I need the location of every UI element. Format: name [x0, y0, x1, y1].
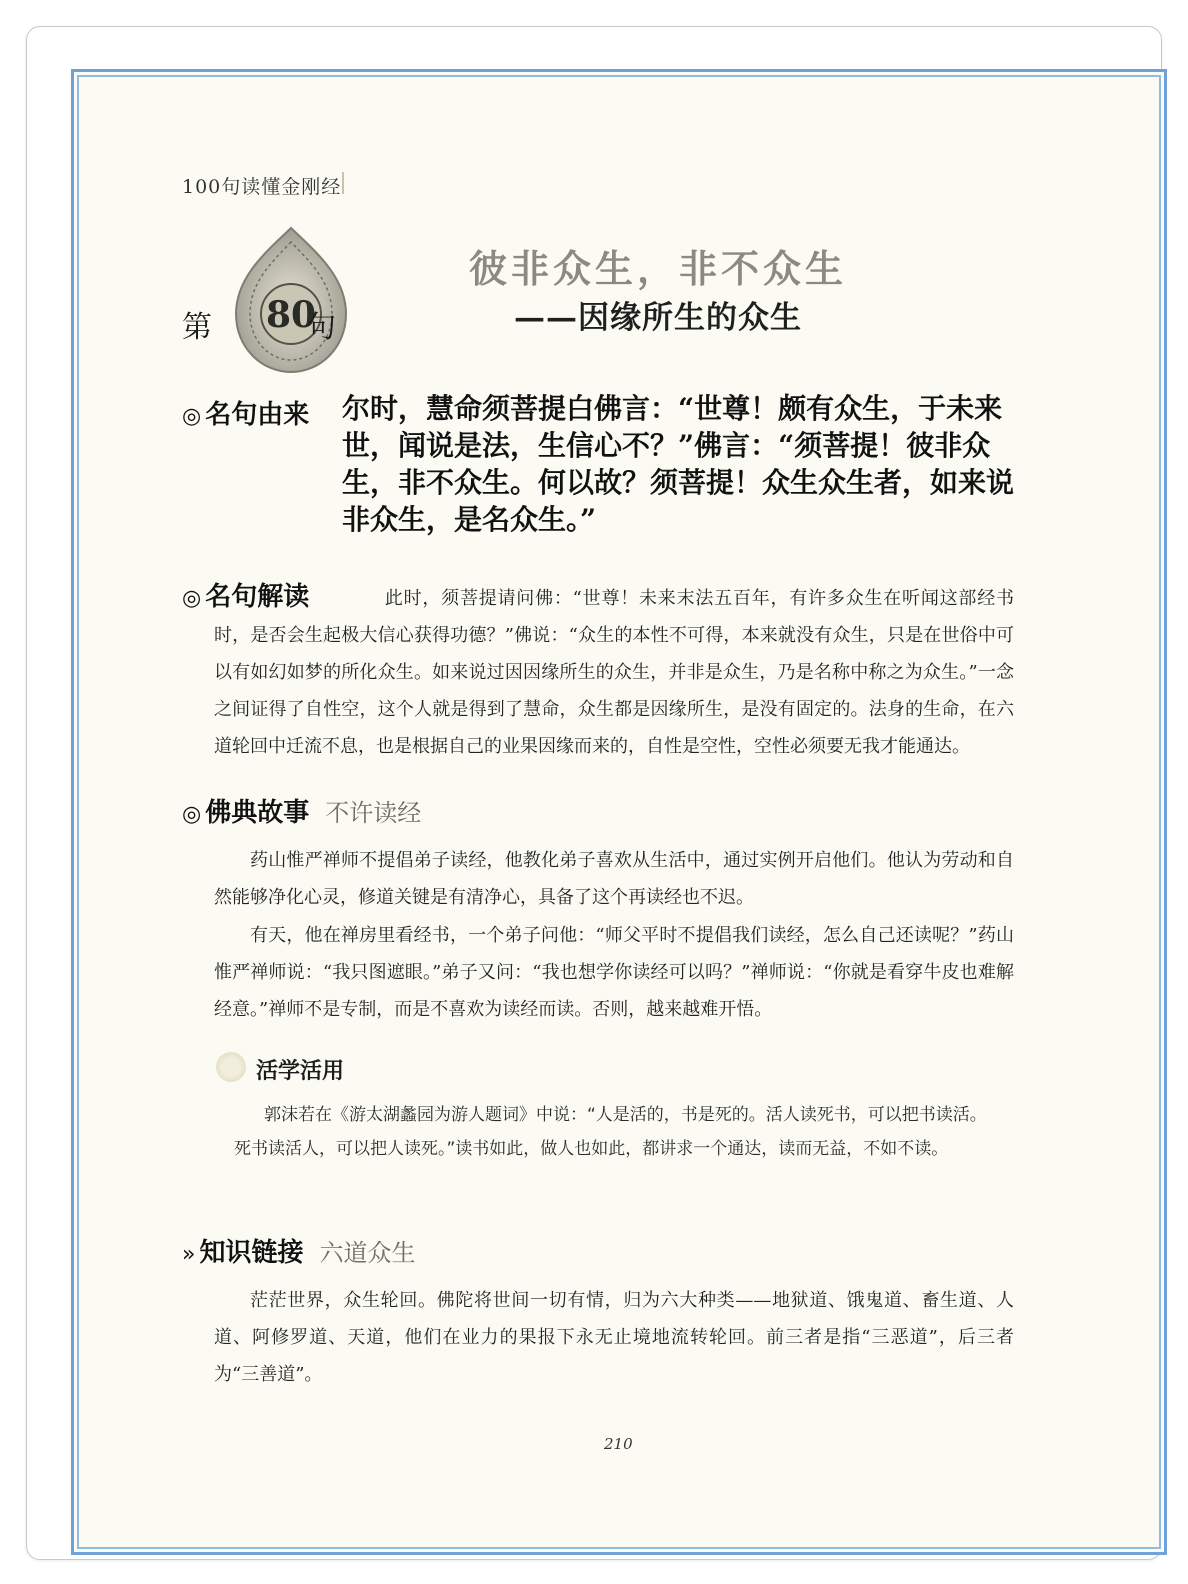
chapter-suffix: 句 [306, 310, 336, 345]
origin-quote: 尔时，慧命须菩提白佛言：“世尊！颇有众生，于未来世，闻说是法，生信心不？”佛言：“须菩提！彼非众生，非不众生。何以故？须菩提！众生众生者，如来说非众生，是名众生。” [342, 392, 1015, 536]
page-number: 210 [604, 1435, 633, 1453]
section-story-label: ◎ 佛典故事 不许读经 [182, 798, 422, 828]
running-head-rule [342, 172, 344, 194]
circle-bullet-icon: ◎ [182, 586, 202, 611]
section-knowledge-label: » 知识链接 六道众生 [182, 1238, 416, 1268]
page-card [26, 26, 1162, 1560]
circle-bullet-icon: ◎ [182, 802, 202, 827]
section-origin-label: ◎ 名句由来 [182, 400, 310, 430]
page-title: 彼非众生，非不众生 [469, 247, 848, 291]
page-frame [71, 69, 1167, 1555]
knowledge-text: 茫茫世界，众生轮回。佛陀将世间一切有情，归为六大种类——地狱道、饿鬼道、畜生道、人道、阿修罗道、天道，他们在业力的果报下永无止境地流转轮回。前三者是指“三恶道”，后三者为“三善道”。 [214, 1290, 1014, 1385]
section-interpretation-label: ◎ 名句解读 [182, 582, 310, 612]
chapter-prefix: 第 [182, 310, 212, 345]
knowledge-subtitle: 六道众生 [319, 1239, 416, 1267]
circle-bullet-icon: ◎ [182, 404, 202, 429]
interpretation-text: 此时，须菩提请问佛：“世尊！未来末法五百年，有许多众生在听闻这部经书时，是否会生起极大信心获得功德？”佛说：“众生的本性不可得，本来就没有众生，只是在世俗中可以有如幻如梦的所化众生。如来说过因因缘所生的众生，并非是众生，乃是名称中称之为众生。”一念之间证得了自性空，这个人就是得到了慧命，众生都是因缘所生，是没有固定的。法身的生命，在六道轮回中迁流不息，也是根据自己的业果因缘而来的，自性是空性，空性必须要无我才能通达。 [214, 588, 1014, 757]
page-subtitle: ——因缘所生的众生 [514, 300, 802, 336]
live-badge-icon [216, 1052, 246, 1082]
live-section-label: 活学活用 [256, 1059, 345, 1084]
running-head: 100句读懂金刚经 [182, 176, 342, 198]
chapter-medallion-icon [226, 222, 356, 377]
story-subtitle: 不许读经 [325, 799, 422, 827]
story-paragraph: 药山惟严禅师不提倡弟子读经，他教化弟子喜欢从生活中，通过实例开启他们。他认为劳动和自然能够净化心灵，修道关键是有清净心，具备了这个再读经也不迟。 [214, 850, 1014, 908]
double-chevron-icon: » [182, 1242, 196, 1267]
live-text: 郭沫若在《游太湖蠡园为游人题词》中说：“人是活的，书是死的。活人读死书，可以把书读活。死书读活人，可以把人读死。”读书如此，做人也如此，都讲求一个通达，读而无益，不如不读。 [234, 1105, 987, 1159]
story-paragraph: 有天，他在禅房里看经书，一个弟子问他：“师父平时不提倡我们读经，怎么自己还读呢？”药山惟严禅师说：“我只图遮眼。”弟子又问：“我也想学你读经可以吗？”禅师说：“你就是看穿牛皮也难解经意。”禅师不是专制，而是不喜欢为读经而读。否则，越来越难开悟。 [214, 925, 1014, 1020]
chapter-number: 80 [265, 294, 317, 336]
